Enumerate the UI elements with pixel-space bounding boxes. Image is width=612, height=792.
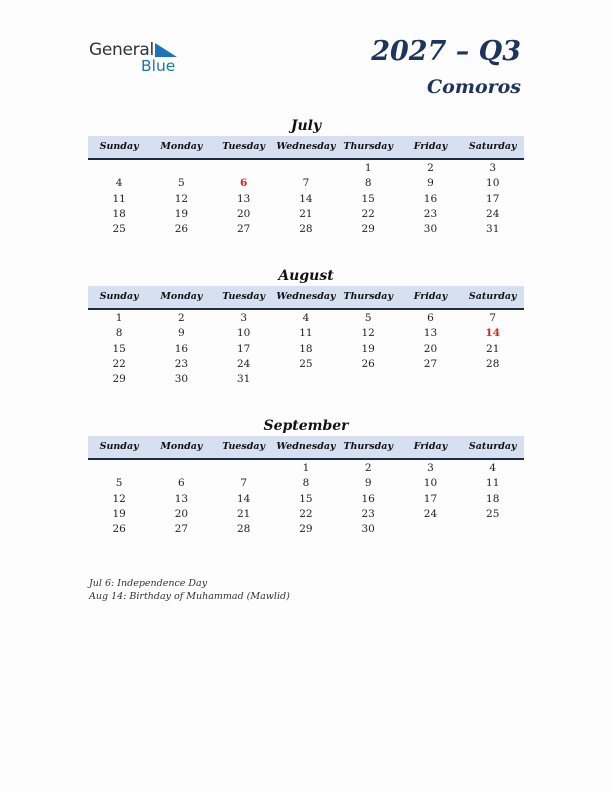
month-title: September (263, 418, 349, 434)
day-cell: 15 (112, 342, 126, 355)
month-august (88, 266, 524, 387)
day-cell: 19 (112, 507, 126, 520)
holiday-notes (89, 577, 290, 603)
day-cell: 20 (423, 342, 438, 355)
weekday-label: Friday (413, 441, 448, 452)
weekday-label: Saturday (468, 141, 517, 152)
holiday-day-cell: 14 (485, 327, 501, 340)
weekday-label: Wednesday (276, 141, 336, 152)
day-cell: 25 (299, 357, 313, 370)
day-cell: 23 (174, 357, 189, 370)
weekday-label: Friday (413, 291, 448, 302)
holiday-note: Jul 6: Independence Day (89, 578, 208, 589)
day-cell: 8 (302, 477, 310, 490)
weekday-label: Sunday (99, 141, 139, 152)
day-grid (88, 460, 524, 537)
day-cell: 15 (299, 492, 313, 505)
day-cell: 3 (489, 162, 497, 174)
day-cell: 16 (174, 342, 189, 355)
empty-day-cell (88, 461, 150, 476)
weekday-label: Saturday (468, 441, 517, 452)
weekday-label: Monday (160, 141, 203, 152)
day-grid (88, 160, 524, 237)
day-cell: 29 (299, 523, 313, 536)
day-cell: 19 (174, 207, 189, 220)
logo (89, 40, 189, 80)
day-cell: 26 (361, 357, 375, 370)
day-cell: 2 (427, 162, 434, 174)
holiday-day-cell: 6 (240, 177, 248, 190)
day-cell: 12 (361, 327, 375, 340)
day-cell: 20 (174, 507, 189, 520)
day-cell: 2 (178, 312, 185, 324)
weekday-label: Wednesday (276, 441, 336, 452)
month-title: August (278, 268, 334, 284)
day-cell: 6 (427, 312, 434, 324)
day-cell: 29 (112, 373, 126, 386)
day-cell: 9 (364, 477, 372, 490)
weekday-label: Thursday (343, 141, 393, 152)
day-cell: 1 (115, 312, 123, 324)
day-cell: 2 (364, 462, 372, 474)
weekday-label: Tuesday (222, 291, 266, 302)
day-cell: 17 (236, 342, 251, 355)
holiday-note: Aug 14: Birthday of Muhammad (Mawlid) (89, 591, 290, 602)
day-cell: 26 (174, 223, 189, 236)
day-cell: 26 (112, 523, 126, 536)
empty-day-cell (88, 161, 150, 176)
day-cell: 9 (178, 327, 185, 340)
empty-day-cell (275, 161, 337, 176)
empty-day-cell (213, 461, 275, 476)
logo-general-text: General (89, 40, 154, 60)
day-cell: 4 (115, 177, 123, 190)
day-cell: 21 (236, 507, 251, 520)
page-title: 2027 – Q3 (371, 36, 521, 67)
day-cell: 25 (112, 223, 126, 236)
month-title: July (290, 118, 322, 134)
day-cell: 22 (361, 207, 375, 220)
day-cell: 8 (364, 177, 372, 190)
day-cell: 10 (486, 177, 500, 190)
day-cell: 1 (302, 462, 310, 474)
country-name: Comoros (427, 76, 521, 98)
weekday-label: Saturday (468, 291, 517, 302)
day-cell: 10 (423, 477, 438, 490)
day-cell: 18 (299, 342, 313, 355)
day-cell: 8 (115, 327, 123, 340)
day-cell: 13 (236, 192, 251, 205)
day-cell: 29 (361, 223, 375, 236)
day-cell: 24 (486, 207, 500, 220)
weekday-header (88, 436, 524, 460)
day-cell: 3 (427, 462, 434, 474)
day-cell: 27 (423, 357, 438, 370)
day-cell: 11 (112, 192, 126, 205)
day-cell: 30 (174, 373, 189, 386)
day-cell: 30 (361, 523, 375, 536)
day-cell: 11 (299, 327, 313, 340)
weekday-label: Tuesday (222, 141, 266, 152)
day-cell: 22 (299, 507, 313, 520)
weekday-header (88, 136, 524, 160)
day-cell: 10 (236, 327, 251, 340)
day-cell: 25 (486, 507, 500, 520)
day-cell: 22 (112, 357, 126, 370)
day-cell: 17 (486, 192, 500, 205)
day-grid (88, 310, 524, 387)
weekday-label: Monday (160, 441, 203, 452)
month-july (88, 116, 524, 237)
day-cell: 16 (423, 192, 438, 205)
day-cell: 24 (423, 507, 438, 520)
day-cell: 18 (112, 207, 126, 220)
day-cell: 23 (361, 507, 375, 520)
day-cell: 7 (489, 312, 497, 324)
day-cell: 20 (236, 207, 251, 220)
day-cell: 7 (302, 177, 310, 190)
day-cell: 18 (486, 492, 500, 505)
day-cell: 31 (486, 223, 500, 236)
day-cell: 16 (361, 492, 375, 505)
weekday-label: Wednesday (276, 291, 336, 302)
day-cell: 27 (174, 523, 189, 536)
day-cell: 12 (112, 492, 126, 505)
month-september (88, 416, 524, 537)
day-cell: 4 (489, 462, 497, 474)
day-cell: 17 (423, 492, 438, 505)
day-cell: 14 (236, 492, 251, 505)
day-cell: 28 (486, 357, 500, 370)
day-cell: 5 (178, 177, 185, 190)
logo-blue-text: Blue (141, 57, 176, 75)
empty-day-cell (213, 161, 275, 176)
weekday-label: Friday (413, 141, 448, 152)
day-cell: 9 (427, 177, 434, 190)
day-cell: 28 (236, 523, 251, 536)
day-cell: 27 (236, 223, 251, 236)
day-cell: 31 (236, 373, 251, 386)
day-cell: 24 (236, 357, 251, 370)
day-cell: 5 (115, 477, 123, 490)
weekday-label: Thursday (343, 291, 393, 302)
day-cell: 7 (240, 477, 247, 490)
day-cell: 13 (423, 327, 438, 340)
weekday-label: Tuesday (222, 441, 266, 452)
day-cell: 21 (486, 342, 500, 355)
day-cell: 14 (299, 192, 313, 205)
weekday-label: Sunday (99, 291, 139, 302)
day-cell: 4 (302, 312, 310, 324)
day-cell: 11 (486, 477, 500, 490)
logo-triangle-icon (155, 43, 177, 57)
day-cell: 21 (299, 207, 313, 220)
empty-day-cell (150, 461, 212, 476)
day-cell: 15 (361, 192, 375, 205)
weekday-label: Thursday (343, 441, 393, 452)
day-cell: 19 (361, 342, 375, 355)
day-cell: 30 (423, 223, 438, 236)
day-cell: 6 (178, 477, 185, 490)
empty-day-cell (150, 161, 212, 176)
day-cell: 23 (423, 207, 438, 220)
day-cell: 5 (364, 312, 372, 324)
weekday-label: Sunday (99, 441, 139, 452)
day-cell: 12 (174, 192, 189, 205)
weekday-label: Monday (160, 291, 203, 302)
day-cell: 1 (364, 162, 372, 174)
weekday-header (88, 286, 524, 310)
day-cell: 13 (174, 492, 189, 505)
day-cell: 28 (299, 223, 313, 236)
day-cell: 3 (240, 312, 247, 324)
